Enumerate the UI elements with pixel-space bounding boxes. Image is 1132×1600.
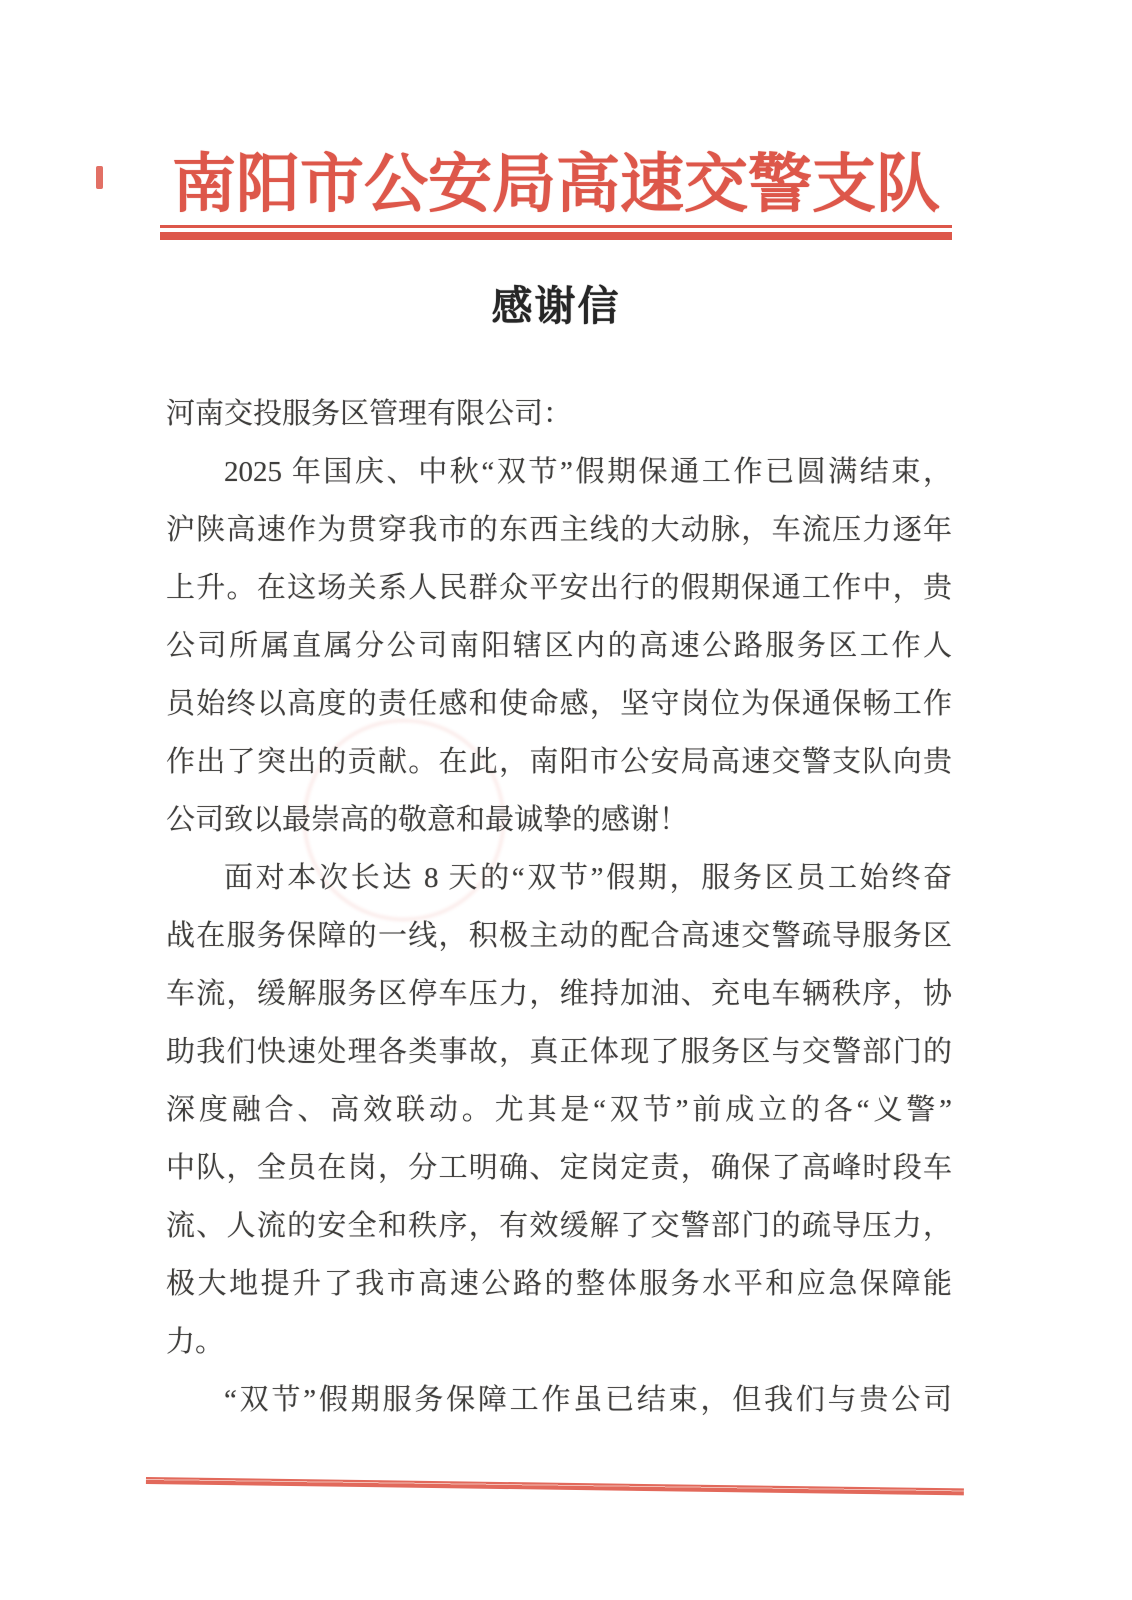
scan-edge-artifact [96, 166, 103, 189]
letter-body [166, 385, 952, 1429]
body-line: 面对本次长达 8 天的“双节”假期，服务区员工始终奋 [224, 862, 952, 894]
body-line: 中队，全员在岗，分工明确、定岗定责，确保了高峰时段车 [166, 1152, 952, 1184]
body-line: 深度融合、高效联动。尤其是“双节”前成立的各“义警” [166, 1094, 952, 1126]
body-line: 公司致以最崇高的敬意和最诚挚的感谢！ [166, 804, 689, 836]
body-line: 公司所属直属分公司南阳辖区内的高速公路服务区工作人 [166, 630, 952, 662]
body-line: 助我们快速处理各类事故，真正体现了服务区与交警部门的 [166, 1036, 952, 1068]
letter-title: 感谢信 [491, 283, 621, 329]
letterhead-rule-thick [160, 232, 952, 240]
body-line: 作出了突出的贡献。在此，南阳市公安局高速交警支队向贵 [166, 746, 952, 778]
body-line: 战在服务保障的一线，积极主动的配合高速交警疏导服务区 [166, 920, 952, 952]
body-line: 车流，缓解服务区停车压力，维持加油、充电车辆秩序，协 [166, 978, 952, 1010]
body-line: 极大地提升了我市高速公路的整体服务水平和应急保障能 [166, 1268, 952, 1300]
body-line: 流、人流的安全和秩序，有效缓解了交警部门的疏导压力， [166, 1210, 952, 1242]
body-line: 上升。在这场关系人民群众平安出行的假期保通工作中，贵 [166, 572, 952, 604]
body-line: 力。 [166, 1326, 225, 1358]
body-line: 沪陕高速作为贯穿我市的东西主线的大动脉，车流压力逐年 [166, 514, 952, 546]
body-line: 2025 年国庆、中秋“双节”假期保通工作已圆满结束， [224, 456, 952, 488]
footer-rule [146, 1477, 964, 1495]
body-line: 员始终以高度的责任感和使命感，坚守岗位为保通保畅工作 [166, 688, 952, 720]
body-line: 河南交投服务区管理有限公司： [166, 398, 573, 430]
letterhead-title: 南阳市公安局高速交警支队 [172, 149, 940, 220]
body-line: “双节”假期服务保障工作虽已结束，但我们与贵公司 [224, 1384, 952, 1416]
letterhead-rule-thin [160, 225, 952, 228]
